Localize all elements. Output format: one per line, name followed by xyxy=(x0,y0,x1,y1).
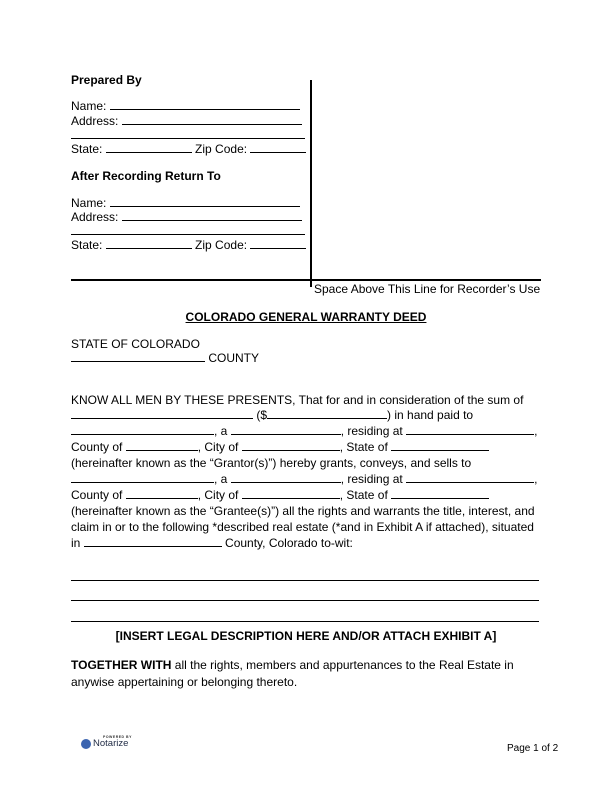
grantor-residing-text: , residing at xyxy=(340,424,403,438)
powered-by-label: POWERED BY xyxy=(103,735,132,739)
consideration-amount-field[interactable] xyxy=(267,408,387,419)
property-county-field[interactable] xyxy=(84,536,222,547)
grantee-status-field[interactable] xyxy=(231,472,341,483)
prepared-by-address-row xyxy=(71,114,302,128)
prepared-by-zip-label: Zip Code: xyxy=(195,142,248,156)
return-to-name-row xyxy=(71,196,300,210)
return-to-name-field[interactable] xyxy=(110,196,300,207)
grantee-definition-line: (hereinafter known as the “Grantee(s)”) all the rights and warrants the title, interest, and xyxy=(71,504,535,518)
together-with-line1 xyxy=(71,658,514,672)
grantee-city-label: , City of xyxy=(197,488,239,502)
prepared-by-state-zip-row xyxy=(71,142,306,156)
grantee-county-label: County of xyxy=(71,488,123,502)
document-title: COLORADO GENERAL WARRANTY DEED xyxy=(185,310,427,324)
grantor-status-field[interactable] xyxy=(231,424,341,435)
legal-description-placeholder: [INSERT LEGAL DESCRIPTION HERE AND/OR ATTACH EXHIBIT A] xyxy=(115,629,497,643)
together-with-text: all the rights, members and appurtenances to the Real Estate in xyxy=(171,658,514,672)
return-to-state-field[interactable] xyxy=(106,238,192,249)
state-line: STATE OF COLORADO xyxy=(71,337,200,351)
grantee-comma: , xyxy=(534,472,538,486)
legal-description-line-1[interactable] xyxy=(71,580,539,581)
recorder-vertical-divider xyxy=(310,80,312,287)
prepared-by-state-label: State: xyxy=(71,142,103,156)
county-name-field[interactable] xyxy=(71,351,205,362)
together-with-line2: anywise appertaining or belonging thereto. xyxy=(71,675,298,689)
grantor-definition-line: (hereinafter known as the “Grantor(s)”) hereby grants, conveys, and sells to xyxy=(71,456,472,470)
recorder-horizontal-divider xyxy=(71,279,541,281)
prepared-by-name-row xyxy=(71,99,300,113)
para1-grantee-location xyxy=(71,488,489,502)
return-to-state-zip-row xyxy=(71,238,306,252)
legal-description-line-3[interactable] xyxy=(71,621,539,622)
grantee-city-field[interactable] xyxy=(242,488,340,499)
return-to-name-label: Name: xyxy=(71,196,107,210)
grantor-county-label: County of xyxy=(71,440,123,454)
para1-grantor-location xyxy=(71,440,489,454)
grantor-state-label: , State of xyxy=(339,440,388,454)
property-county-line xyxy=(71,536,353,550)
prepared-by-zip-field[interactable] xyxy=(250,142,306,153)
para1-grantee-line xyxy=(71,472,537,486)
hand-paid-text: ) in hand paid to xyxy=(387,408,474,422)
para1-line2 xyxy=(71,408,473,422)
return-to-address-row xyxy=(71,210,302,224)
return-to-address-line2 xyxy=(71,224,305,238)
together-with-bold: TOGETHER WITH xyxy=(71,658,172,672)
dollar-open: ($ xyxy=(256,408,268,422)
notarize-brand: Notarize xyxy=(93,738,129,749)
grantee-residing-text: , residing at xyxy=(340,472,403,486)
prepared-by-address-field[interactable] xyxy=(122,114,302,125)
claim-line: claim in or to the following *described real estate (*and in Exhibit A if attached), situated xyxy=(71,520,534,534)
grantee-county-field[interactable] xyxy=(126,488,198,499)
county-colorado-text: County, Colorado to-wit: xyxy=(225,536,353,550)
legal-description-line-2[interactable] xyxy=(71,600,539,601)
grantor-a-text: , a xyxy=(214,424,228,438)
return-to-address-field[interactable] xyxy=(122,210,302,221)
return-to-address-label: Address: xyxy=(71,210,119,224)
return-to-heading: After Recording Return To xyxy=(71,169,221,183)
prepared-by-name-label: Name: xyxy=(71,99,107,113)
page-number: Page 1 of 2 xyxy=(507,743,559,754)
para1-line1: KNOW ALL MEN BY THESE PRESENTS, That for and in consideration of the sum of xyxy=(71,393,524,407)
grantor-name-field[interactable] xyxy=(71,424,214,435)
in-prefix: in xyxy=(71,536,81,550)
grantee-a-text: , a xyxy=(214,472,228,486)
prepared-by-state-field[interactable] xyxy=(106,142,192,153)
consideration-words-field[interactable] xyxy=(71,408,253,419)
county-line xyxy=(71,351,259,365)
grantor-county-field[interactable] xyxy=(126,440,198,451)
return-to-zip-label: Zip Code: xyxy=(195,238,248,252)
grantor-city-label: , City of xyxy=(197,440,239,454)
return-to-zip-field[interactable] xyxy=(250,238,306,249)
prepared-by-address-line2 xyxy=(71,128,305,142)
notarize-logo xyxy=(81,735,141,755)
grantee-state-label: , State of xyxy=(339,488,388,502)
para1-line3 xyxy=(71,424,537,438)
recorder-note: Space Above This Line for Recorder’s Use xyxy=(314,282,541,296)
grantor-state-field[interactable] xyxy=(391,440,489,451)
grantee-name-field[interactable] xyxy=(71,472,214,483)
prepared-by-address-label: Address: xyxy=(71,114,119,128)
prepared-by-name-field[interactable] xyxy=(110,99,300,110)
grantor-comma: , xyxy=(534,424,538,438)
grantor-address-field[interactable] xyxy=(406,424,534,435)
grantee-state-field[interactable] xyxy=(391,488,489,499)
prepared-by-address-field-2[interactable] xyxy=(71,128,305,139)
grantee-address-field[interactable] xyxy=(406,472,534,483)
prepared-by-heading: Prepared By xyxy=(71,73,142,87)
return-to-state-label: State: xyxy=(71,238,103,252)
notarize-dot-icon xyxy=(81,739,91,749)
county-suffix: COUNTY xyxy=(208,351,260,365)
return-to-address-field-2[interactable] xyxy=(71,224,305,235)
grantor-city-field[interactable] xyxy=(242,440,340,451)
